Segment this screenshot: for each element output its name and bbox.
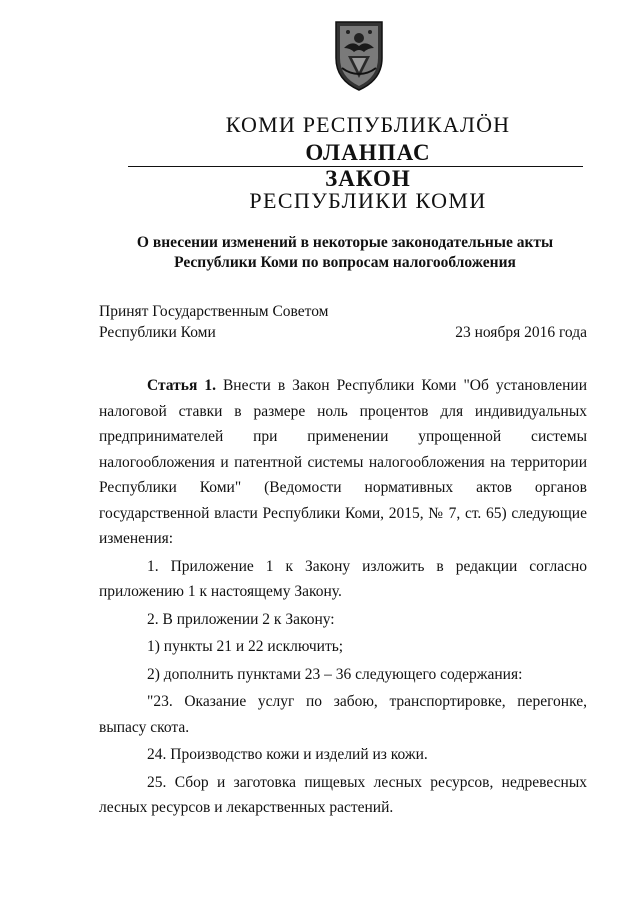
article-1-item: 1) пункты 21 и 22 исключить; <box>147 638 344 655</box>
adoption-block <box>99 301 587 343</box>
article-1-item: 2) дополнить пунктами 23 – 36 следующего содержания: <box>147 665 523 683</box>
komi-coat-of-arms-icon <box>330 18 388 92</box>
article-1-item: 1. Приложение 1 к Закону изложить в редакции согласно приложению 1 к настоящему Закону. <box>99 557 587 600</box>
heading-zakon: ЗАКОН <box>325 166 411 191</box>
heading-olanpas: ОЛАНПАС <box>305 140 431 165</box>
article-1-text: Внести в Закон Республики Коми "Об установлении налоговой ставки в размере ноль процентов для индивидуальных предпринимателей при применении упрощенной системы налогообложения и патентной системы налогообложения на территории Республики Коми" (Ведомости нормативных актов органов государственной власти Республики Коми, 2015, № 7, ст. 65) следующие изменения: <box>99 377 587 547</box>
adoption-line-1: Принят Государственным Советом <box>99 303 329 320</box>
heading-respubliki-komi: РЕСПУБЛИКИ КОМИ <box>249 188 487 213</box>
article-1-item: 2. В приложении 2 к Закону: <box>147 610 335 628</box>
heading-komi-republic: КОМИ РЕСПУБЛИКАЛӦН <box>225 112 511 137</box>
law-subject <box>100 233 590 273</box>
law-subject-line-1: О внесении изменений в некоторые законодательные акты <box>136 234 554 251</box>
law-subject-line-2: Республики Коми по вопросам налогообложения <box>174 254 516 271</box>
article-1-item: 25. Сбор и заготовка пищевых лесных ресурсов, недревесных лесных ресурсов и лекарственных растений. <box>99 773 587 816</box>
adoption-line-2: Республики Коми <box>99 324 216 341</box>
article-1-item: "23. Оказание услуг по забою, транспортировке, перегонке, выпасу скота. <box>99 693 587 736</box>
article-1-label: Статья 1. <box>147 377 216 394</box>
adoption-date: 23 ноября 2016 года <box>455 324 587 341</box>
article-1 <box>99 373 587 821</box>
article-1-intro <box>99 373 587 552</box>
article-1-item: 24. Производство кожи и изделий из кожи. <box>147 746 428 763</box>
adoption-row-2 <box>99 322 587 343</box>
